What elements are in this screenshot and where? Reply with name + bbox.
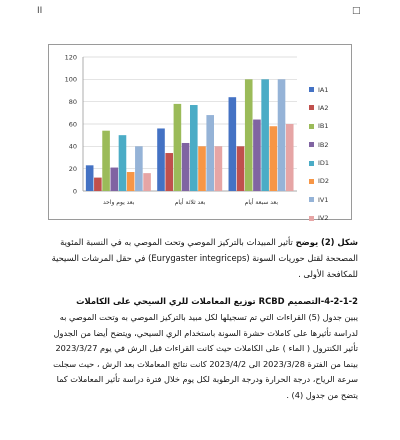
page-corner-mark-right: □: [352, 6, 361, 16]
bar-IV2-0: [143, 173, 151, 191]
caption-text: تأثير المبيدات بالتركيز الموصي وتحت الموصي به في النسبة المئوية المصححة لقتل حوريات السونة (Eurygaster integriceps) في حقل المرشات السيحية للمكافحة الأولى .: [51, 237, 358, 279]
legend-label: IB1: [318, 122, 329, 131]
legend-item-IV2: [309, 212, 349, 225]
bar-ID1-2: [261, 79, 269, 191]
caption-figure-label: شكل (2) يوضح: [295, 237, 358, 247]
x-category-label-0: بعد يوم واحد: [102, 199, 135, 206]
legend-label: IA1: [318, 85, 329, 94]
legend-swatch: [309, 124, 314, 129]
bar-IV1-1: [206, 115, 214, 191]
bar-IV2-1: [215, 146, 223, 191]
legend-swatch: [309, 179, 314, 184]
bar-IB1-2: [245, 79, 253, 191]
legend-item-IB2: [309, 138, 349, 151]
y-tick-label-6: 120: [64, 53, 77, 62]
legend-item-ID2: [309, 175, 349, 188]
body-paragraph: يبين جدول (5) القراءات التي تم تسجيلها لكل مبيد بالتركيز الموصي به وتحت الموصي به لدراسة تأثيرها على كاملات حشرة السونة باستخدام الري السيحي، ويتضح أيضا من الجدول تأثير الكنترول ( الماء ) على الكاملات حيث كانت القراءات قبل الرش في يوم 2023/3/27 بينما من الفترة 2023/3/28 الى 2023/4/2 كانت نتائج المعاملات بعد الرش ، حيث سجلت سرعة الرياح، درجة الحرارة ودرجة الرطوبة لكل يوم خلال فترة دراسة تأثير المعاملات كما يتضح من جدول (4) .: [53, 312, 358, 400]
legend-swatch: [309, 197, 314, 202]
bar-chart: [49, 45, 353, 221]
bar-IV1-2: [278, 79, 286, 191]
legend-label: ID2: [318, 177, 330, 186]
y-tick-label-5: 100: [64, 75, 77, 84]
legend-item-IB1: [309, 120, 349, 133]
legend-item-ID1: [309, 157, 349, 170]
y-tick-label-0: 0: [72, 187, 77, 196]
y-tick-label-1: 20: [68, 165, 77, 174]
y-tick-label-2: 40: [68, 142, 77, 151]
bar-IA2-1: [165, 153, 173, 191]
figure-caption: [40, 234, 358, 282]
legend-label: IV2: [318, 214, 329, 223]
bar-IA2-0: [94, 178, 102, 191]
bar-IA2-2: [237, 146, 245, 191]
bar-IB2-2: [253, 120, 261, 191]
bar-ID1-1: [190, 105, 198, 191]
legend-item-IV1: [309, 193, 349, 206]
bar-IV2-2: [286, 124, 294, 191]
y-tick-label-3: 60: [68, 120, 77, 129]
section-heading: 4-2-1-2-التصميم RCBD توزيع المعاملات للري السيحي على الكاملات: [76, 296, 358, 306]
bar-IA1-1: [157, 128, 165, 191]
legend-label: IA2: [318, 103, 329, 112]
x-category-label-2: بعد سبعة أيام: [244, 199, 279, 206]
legend-swatch: [309, 87, 314, 92]
bar-chart-frame: [48, 44, 352, 223]
bar-ID1-0: [119, 135, 127, 191]
bar-IA1-0: [86, 165, 94, 191]
bar-ID2-0: [127, 172, 135, 191]
page-corner-mark-left: II: [37, 6, 43, 16]
legend-label: IV1: [318, 195, 329, 204]
y-tick-label-4: 80: [68, 98, 77, 107]
bar-ID2-1: [198, 146, 206, 191]
bar-IB1-0: [102, 131, 110, 191]
legend-label: ID1: [318, 159, 330, 168]
bar-IB2-1: [182, 143, 190, 191]
bar-IV1-0: [135, 146, 143, 191]
chart-legend: [309, 83, 349, 230]
legend-swatch: [309, 161, 314, 166]
bar-ID2-2: [270, 126, 278, 191]
legend-swatch: [309, 105, 314, 110]
legend-label: IB2: [318, 140, 329, 149]
x-category-label-1: بعد ثلاثة أيام: [174, 199, 206, 206]
bar-IB1-1: [174, 104, 182, 191]
legend-item-IA2: [309, 101, 349, 114]
legend-item-IA1: [309, 83, 349, 96]
bar-IA1-2: [229, 97, 237, 191]
legend-swatch: [309, 142, 314, 147]
bar-IB2-0: [110, 168, 118, 191]
legend-swatch: [309, 216, 314, 221]
